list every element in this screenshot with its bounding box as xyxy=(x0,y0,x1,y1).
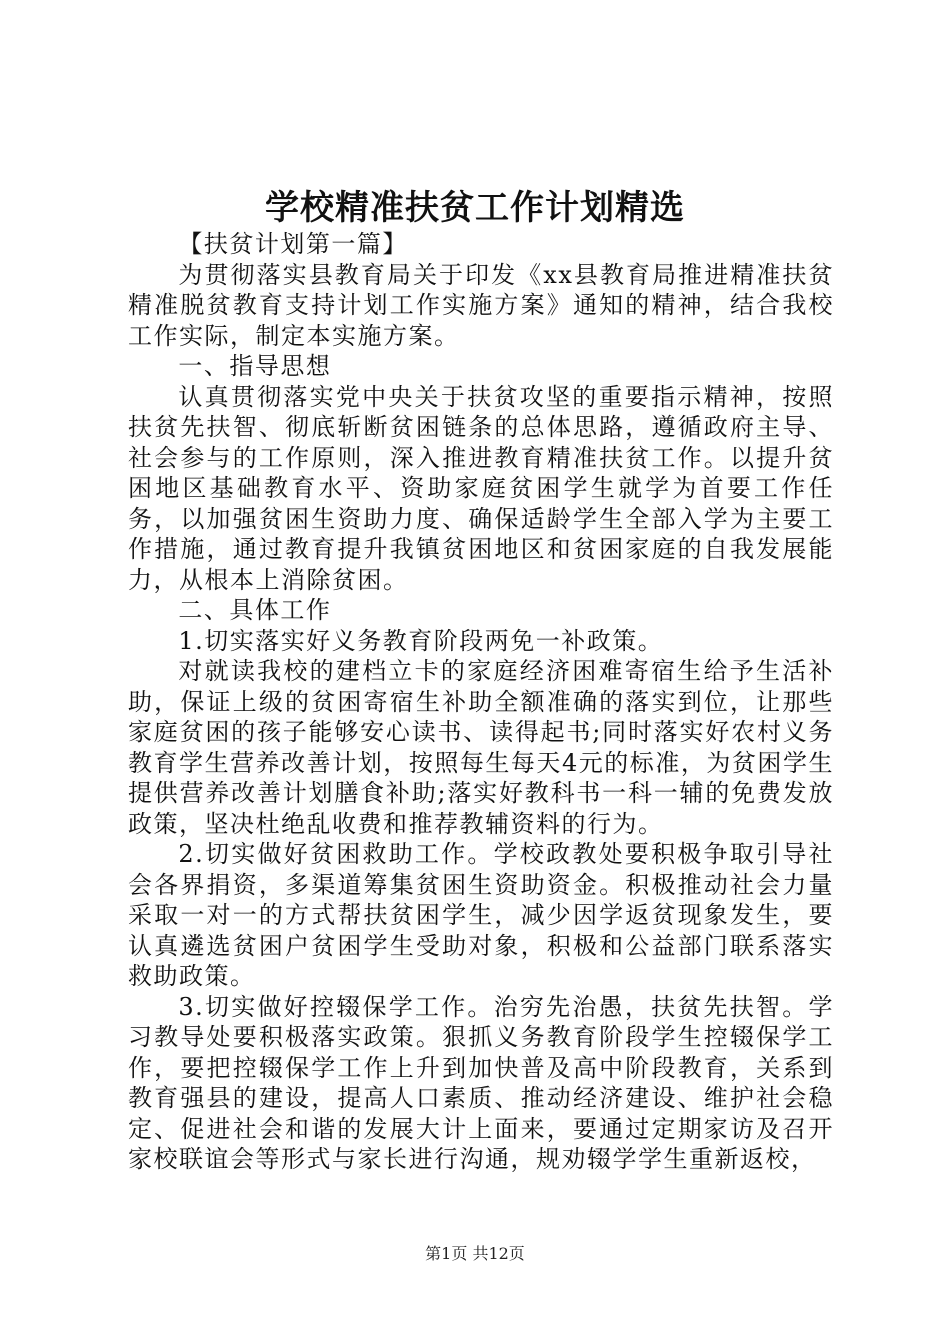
document-body xyxy=(128,229,834,1175)
heading-specific-work: 二、具体工作 xyxy=(178,596,332,624)
paragraph-item-3: 3.切实做好控辍保学工作。治穷先治愚，扶贫先扶智。学习教导处要积极落实政策。狠抓义务教育阶段学生控辍保学工作，要把控辍保学工作上升到加快普及高中阶段教育，关系到教育强县的建设，提高人口素质、推动经济建设、维护社会稳定、促进社会和谐的发展大计上面来，要通过定期家访及召开家校联谊会等形式与家长进行沟通，规劝辍学学生重新返校， xyxy=(128,992,834,1173)
paragraph-section-header: 【扶贫计划第一篇】 xyxy=(178,230,408,258)
item-1-heading: 1.切实落实好义务教育阶段两免一补政策。 xyxy=(178,626,664,655)
paragraph-guiding-ideology: 认真贯彻落实党中央关于扶贫攻坚的重要指示精神，按照扶贫先扶智、彻底斩断贫困链条的总体思路，遵循政府主导、社会参与的工作原则，深入推进教育精准扶贫工作。以提升贫困地区基础教育水平、资助家庭贫困学生就学为首要工作任务，以加强贫困生资助力度、确保适龄学生全部入学为主要工作措施，通过教育提升我镇贫困地区和贫困家庭的自我发展能力，从根本上消除贫困。 xyxy=(128,382,834,594)
heading-guiding-ideology: 一、指导思想 xyxy=(178,352,332,380)
document-title: 学校精准扶贫工作计划精选 xyxy=(265,188,685,228)
paragraph-item-1: 对就读我校的建档立卡的家庭经济困难寄宿生给予生活补助，保证上级的贫困寄宿生补助全额准确的落实到位，让那些家庭贫困的孩子能够安心读书、读得起书;同时落实好农村义务教育学生营养改善计划，按照每生每天4元的标准，为贫困学生提供营养改善计划膳食补助;落实好教科书一科一辅的免费发放政策，坚决杜绝乱收费和推荐教辅资料的行为。 xyxy=(128,657,834,838)
paragraph-item-2: 2.切实做好贫困救助工作。学校政教处要积极争取引导社会各界捐资，多渠道筹集贫困生资助资金。积极推动社会力量采取一对一的方式帮扶贫困学生，减少因学返贫现象发生，要认真遴选贫困户贫困学生受助对象，积极和公益部门联系落实救助政策。 xyxy=(128,840,834,990)
paragraph-intro: 为贯彻落实县教育局关于印发《xx县教育局推进精准扶贫精准脱贫教育支持计划工作实施方案》通知的精神，结合我校工作实际，制定本实施方案。 xyxy=(128,260,834,350)
page-footer: 第1页 共12页 xyxy=(425,1244,525,1263)
